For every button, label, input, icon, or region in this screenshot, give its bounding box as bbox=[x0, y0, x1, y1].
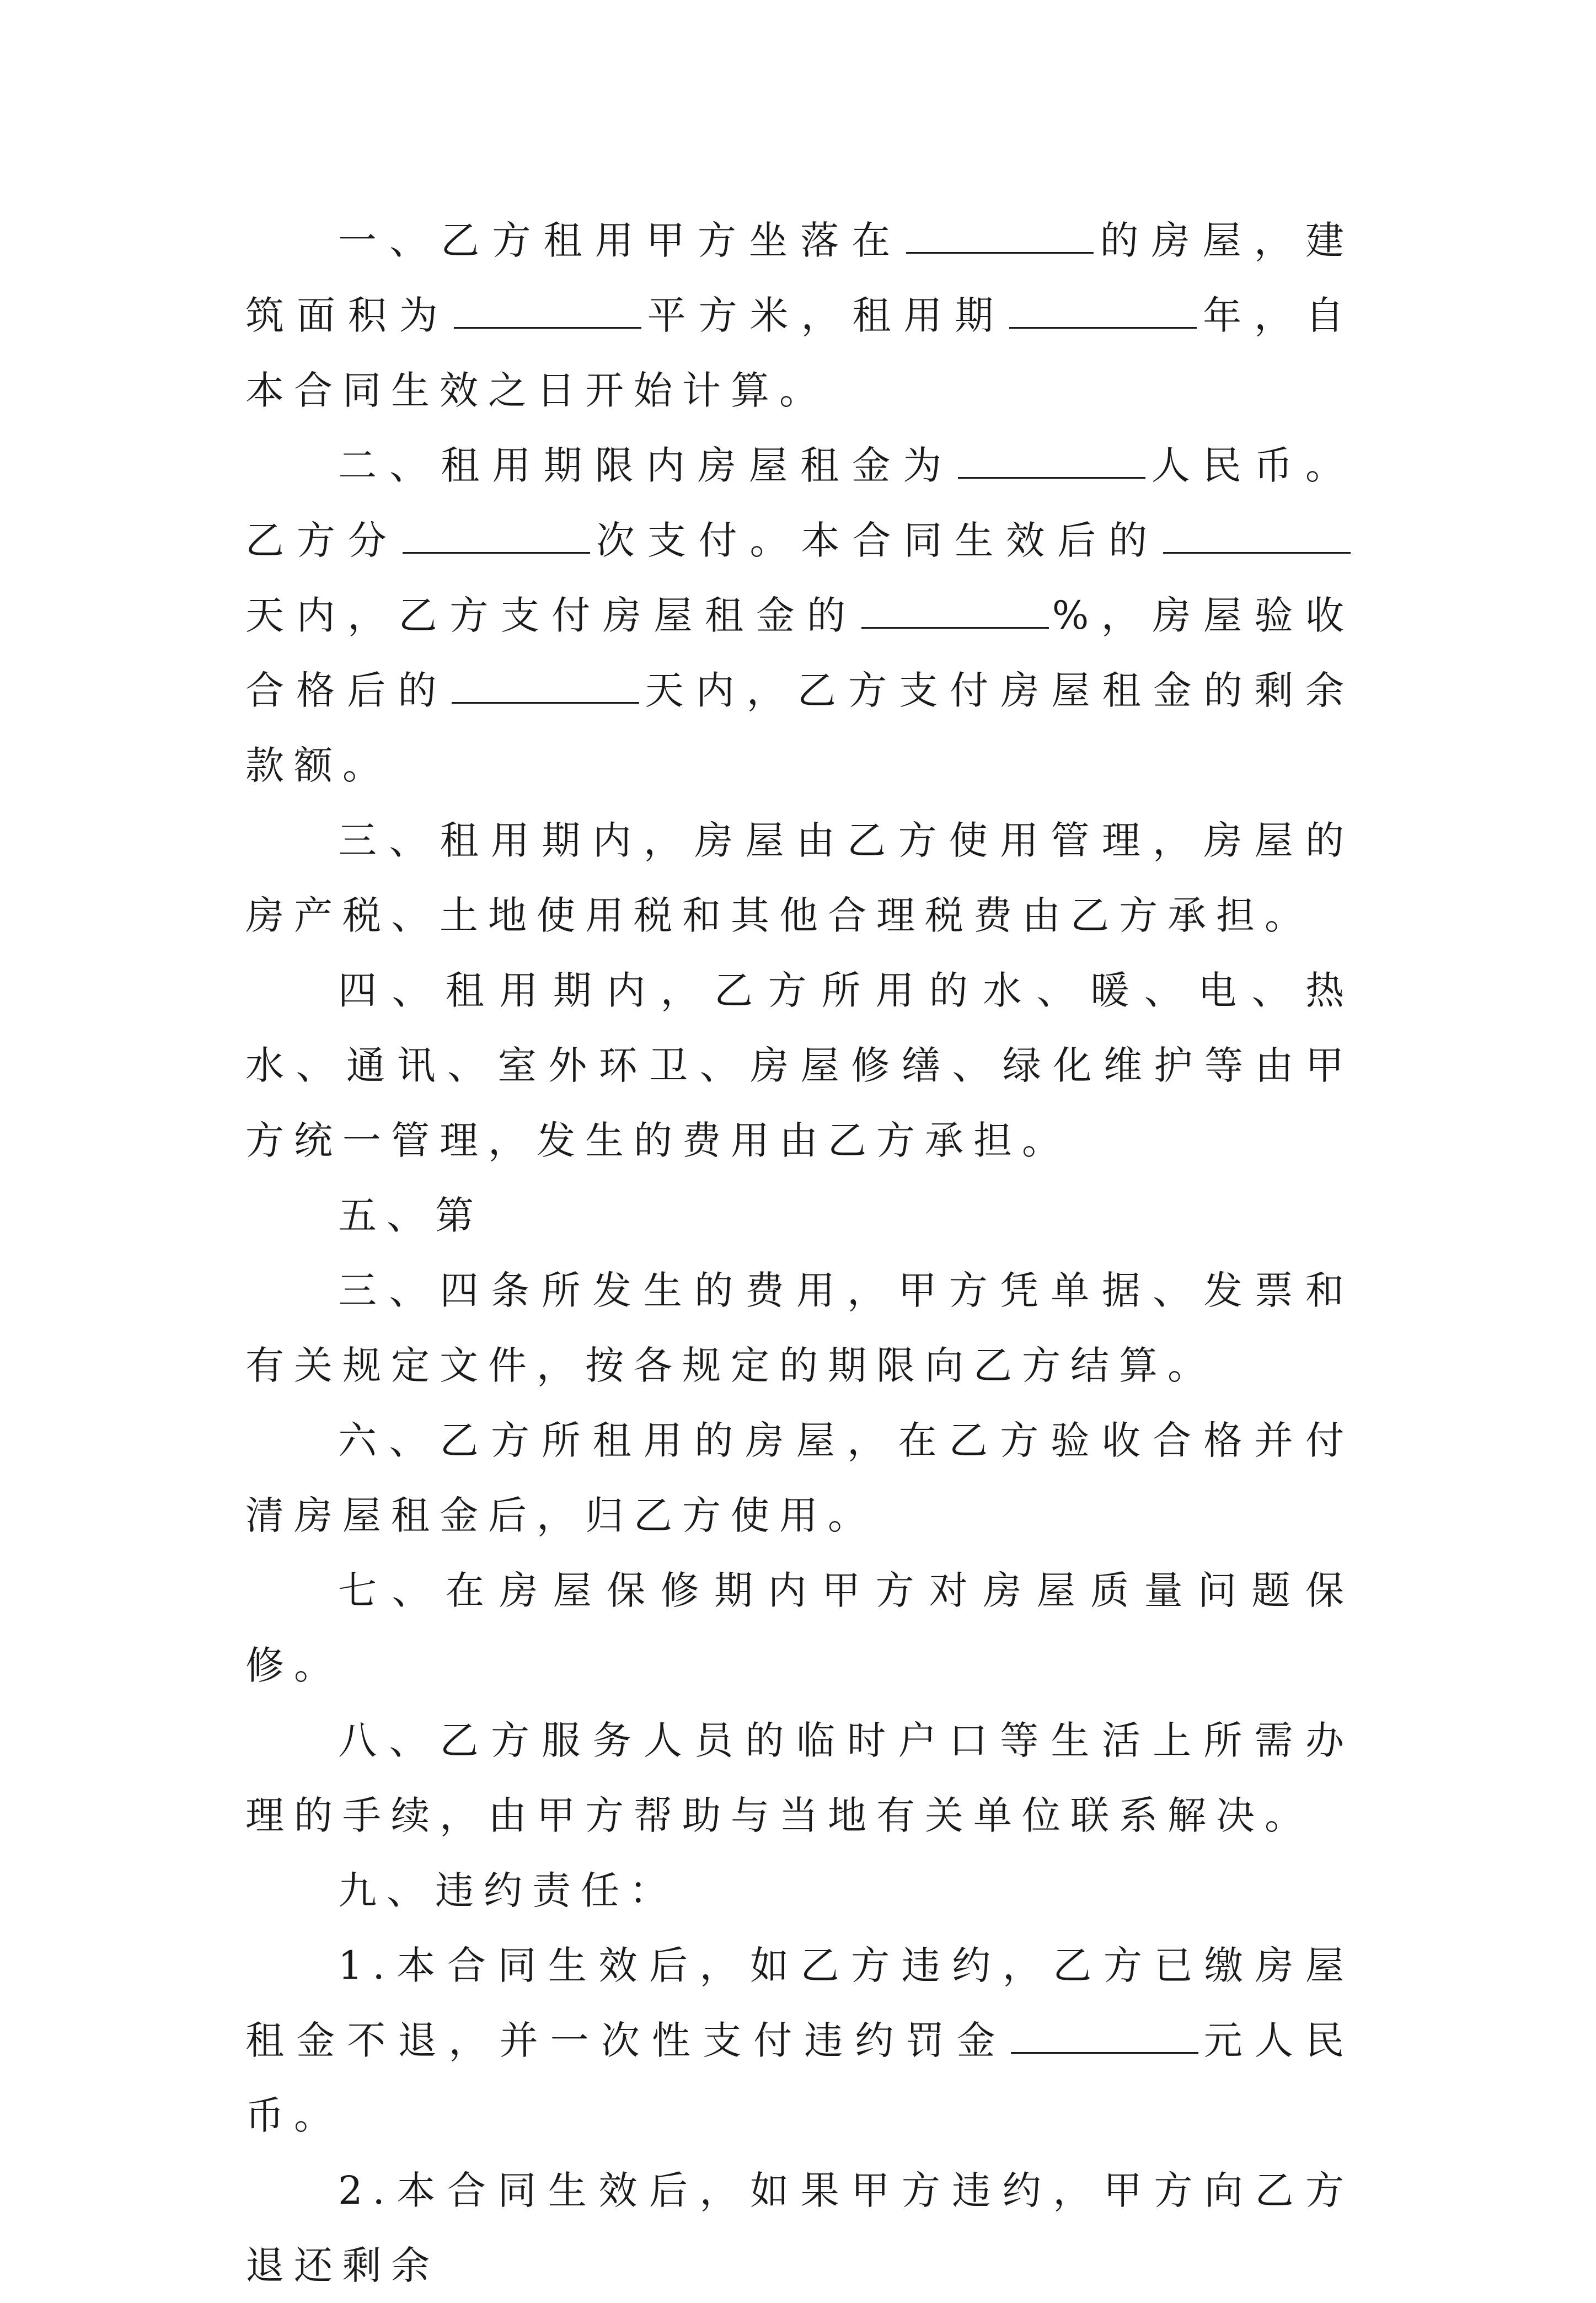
clause-6: 六、乙方所租用的房屋，在乙方验收合格并付清房屋租金后，归乙方使用。 bbox=[245, 1418, 1354, 1538]
clause-5-body: 三、四条所发生的费用，甲方凭单据、发票和有关规定文件，按各规定的期限向乙方结算。 bbox=[245, 1268, 1354, 1388]
text-segment: 人民币。乙方分 bbox=[245, 443, 1354, 563]
fill-blank-area[interactable] bbox=[454, 296, 641, 329]
clause-3: 三、租用期内，房屋由乙方使用管理，房屋的房产税、土地使用税和其他合理税费由乙方承担。 bbox=[245, 818, 1354, 938]
text-segment: 天内，乙方支付房屋租金的剩余款额。 bbox=[245, 668, 1354, 788]
text-segment: 天内，乙方支付房屋租金的 bbox=[245, 593, 858, 638]
contract-body bbox=[245, 203, 1354, 2303]
fill-blank-penalty[interactable] bbox=[1011, 2021, 1198, 2054]
clause-2 bbox=[245, 428, 1354, 803]
text-segment: 1.本合同生效后，如乙方违约，乙方已缴房屋租金不退，并一次性支付违约罚金 bbox=[245, 1943, 1354, 2063]
fill-blank-rent[interactable] bbox=[958, 446, 1145, 479]
text-segment: 二、租用期限内房屋租金为 bbox=[338, 443, 955, 488]
text-segment: 元人民币。 bbox=[245, 2018, 1354, 2138]
clause-7: 七、在房屋保修期内甲方对房屋质量问题保修。 bbox=[245, 1568, 1354, 1688]
text-segment: 平方米，租用期 bbox=[644, 293, 1006, 338]
clause-8: 八、乙方服务人员的临时户口等生活上所需办理的手续，由甲方帮助与当地有关单位联系解决。 bbox=[245, 1718, 1354, 1838]
fill-blank-days-after[interactable] bbox=[452, 671, 639, 704]
clause-4: 四、租用期内，乙方所用的水、暖、电、热水、通讯、室外环卫、房屋修缮、绿化维护等由甲方统一管理，发生的费用由乙方承担。 bbox=[245, 968, 1354, 1163]
text-segment: 次支付。本合同生效后的 bbox=[593, 518, 1160, 563]
text-segment: %，房屋验收合格后的 bbox=[245, 593, 1354, 713]
text-segment: 一、乙方租用甲方坐落在 bbox=[338, 218, 903, 263]
text-segment: 年，自本合同生效之日开始计算。 bbox=[245, 293, 1354, 413]
clause-9-item-2: 2.本合同生效后，如果甲方违约，甲方向乙方退还剩余 bbox=[245, 2168, 1354, 2288]
fill-blank-percent[interactable] bbox=[861, 596, 1049, 629]
fill-blank-term[interactable] bbox=[1009, 296, 1197, 329]
clause-1 bbox=[245, 203, 1354, 428]
fill-blank-days[interactable] bbox=[1163, 521, 1351, 554]
clause-9-heading: 九、违约责任： bbox=[338, 1868, 678, 1913]
clause-9-item-1 bbox=[245, 1928, 1354, 2153]
fill-blank-location[interactable] bbox=[906, 221, 1094, 254]
text-segment: 的房屋，建筑面积为 bbox=[245, 218, 1354, 338]
fill-blank-installments[interactable] bbox=[403, 521, 590, 554]
clause-5-heading: 五、第 bbox=[338, 1193, 484, 1238]
